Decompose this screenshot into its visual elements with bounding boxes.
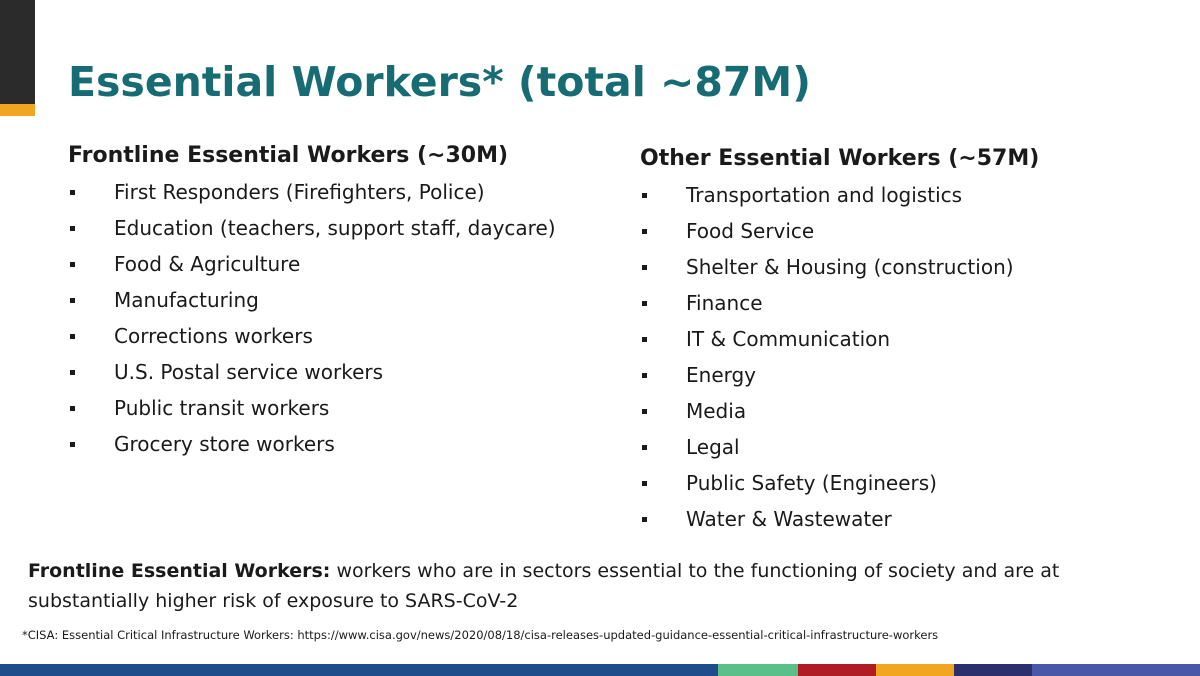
square-bullet-icon: [70, 298, 75, 303]
square-bullet-icon: [642, 445, 647, 450]
other-column: [640, 146, 1180, 537]
square-bullet-icon: [642, 337, 647, 342]
list-item: [640, 249, 1180, 285]
slide-title: Essential Workers* (total ~87M): [68, 58, 811, 106]
list-item: [68, 426, 608, 462]
square-bullet-icon: [70, 334, 75, 339]
other-heading: Other Essential Workers (~57M): [640, 146, 1040, 171]
list-item-label: First Responders (Firefighters, Police): [114, 180, 485, 204]
list-item: [68, 318, 608, 354]
list-item-label: Transportation and logistics: [686, 183, 963, 207]
frontline-heading: Frontline Essential Workers (~30M): [68, 143, 509, 168]
list-item-label: Water & Wastewater: [686, 507, 892, 531]
list-item-label: U.S. Postal service workers: [114, 360, 384, 384]
bottom-color-bar: [0, 664, 1200, 676]
list-item: [640, 501, 1180, 537]
bottom-bar-segment: [798, 664, 876, 676]
list-item-label: Food & Agriculture: [114, 252, 301, 276]
square-bullet-icon: [642, 517, 647, 522]
square-bullet-icon: [70, 370, 75, 375]
list-item: [68, 246, 608, 282]
list-item-label: Corrections workers: [114, 324, 313, 348]
square-bullet-icon: [70, 262, 75, 267]
square-bullet-icon: [642, 193, 647, 198]
square-bullet-icon: [70, 406, 75, 411]
footnote: *CISA: Essential Critical Infrastructure Workers: https://www.cisa.gov/news/2020/08/18/cisa-releases-updated-guidance-essential-critical-infrastructure-workers: [22, 628, 939, 642]
list-item: [640, 357, 1180, 393]
bottom-bar-segment: [954, 664, 1032, 676]
square-bullet-icon: [642, 265, 647, 270]
bottom-bar-segment: [876, 664, 954, 676]
list-item-label: Energy: [686, 363, 757, 387]
list-item-label: Education (teachers, support staff, daycare): [114, 216, 556, 240]
bottom-bar-segment: [1032, 664, 1200, 676]
list-item: [640, 321, 1180, 357]
list-item-label: Public transit workers: [114, 396, 330, 420]
list-item-label: Media: [686, 399, 747, 423]
frontline-column: [68, 143, 608, 462]
definition-text: [28, 556, 1178, 616]
list-item: [640, 177, 1180, 213]
bottom-bar-segment: [718, 664, 798, 676]
square-bullet-icon: [70, 226, 75, 231]
list-item-label: Finance: [686, 291, 763, 315]
list-item: [640, 285, 1180, 321]
other-list: [640, 177, 1180, 537]
bottom-bar-segment: [0, 664, 718, 676]
list-item-label: Grocery store workers: [114, 432, 335, 456]
definition-body: workers who are in sectors essential to the functioning of society and are at substantially higher risk of exposure to SARS-CoV-2: [28, 560, 1060, 612]
list-item: [68, 390, 608, 426]
list-item: [68, 282, 608, 318]
square-bullet-icon: [642, 229, 647, 234]
list-item-label: Food Service: [686, 219, 815, 243]
frontline-list: [68, 174, 608, 462]
list-item: [640, 429, 1180, 465]
list-item: [68, 354, 608, 390]
list-item: [68, 174, 608, 210]
accent-bar-orange: [0, 104, 35, 116]
accent-bar-dark: [0, 0, 35, 104]
square-bullet-icon: [70, 190, 75, 195]
list-item-label: IT & Communication: [686, 327, 891, 351]
list-item-label: Manufacturing: [114, 288, 259, 312]
square-bullet-icon: [642, 301, 647, 306]
list-item: [68, 210, 608, 246]
square-bullet-icon: [642, 481, 647, 486]
square-bullet-icon: [70, 442, 75, 447]
list-item: [640, 393, 1180, 429]
square-bullet-icon: [642, 373, 647, 378]
list-item-label: Shelter & Housing (construction): [686, 255, 1014, 279]
definition-term: Frontline Essential Workers:: [28, 560, 331, 582]
square-bullet-icon: [642, 409, 647, 414]
list-item-label: Legal: [686, 435, 740, 459]
list-item-label: Public Safety (Engineers): [686, 471, 937, 495]
list-item: [640, 213, 1180, 249]
list-item: [640, 465, 1180, 501]
